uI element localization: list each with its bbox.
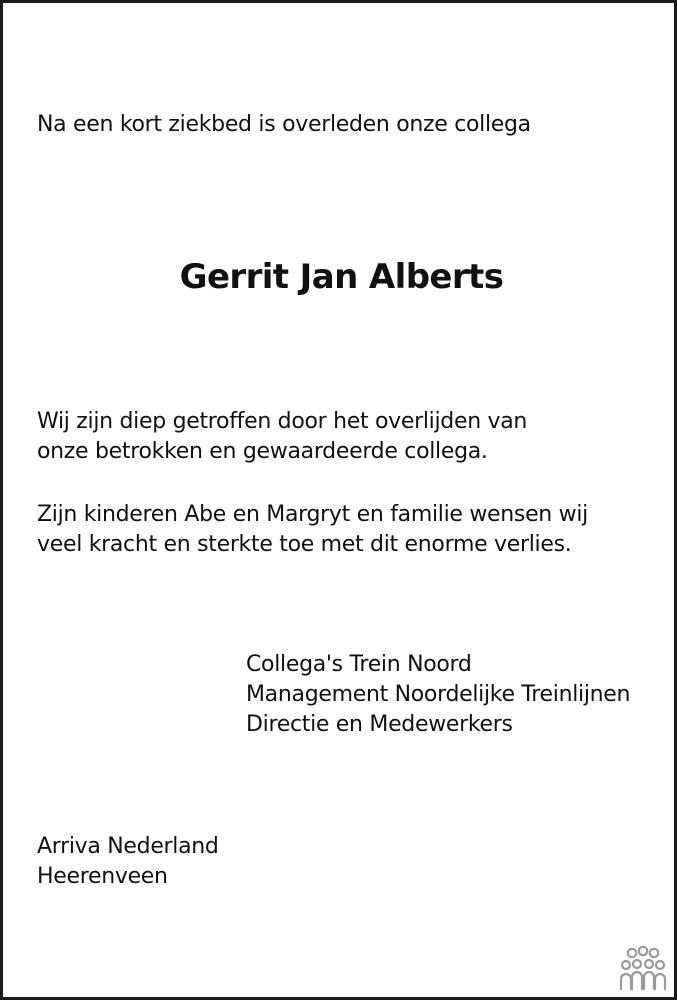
signatory-colleagues: Collega's Trein Noord — [246, 652, 472, 677]
condolence-line-1: Wij zijn diep getroffen door het overlijden van — [37, 409, 528, 434]
people-group-icon — [618, 945, 668, 991]
signatory-directors: Directie en Medewerkers — [246, 712, 513, 737]
signatory-management: Management Noordelijke Treinlijnen — [246, 682, 631, 707]
organization-location: Heerenveen — [37, 864, 168, 889]
wishes-line-2: veel kracht en sterkte toe met dit enorme verlies. — [37, 532, 572, 557]
condolence-line-2: onze betrokken en gewaardeerde collega. — [37, 439, 488, 464]
deceased-name: Gerrit Jan Alberts — [179, 257, 504, 297]
intro-text: Na een kort ziekbed is overleden onze collega — [37, 112, 531, 137]
wishes-line-1: Zijn kinderen Abe en Margryt en familie wensen wij — [37, 502, 588, 527]
organization-name: Arriva Nederland — [37, 834, 219, 859]
